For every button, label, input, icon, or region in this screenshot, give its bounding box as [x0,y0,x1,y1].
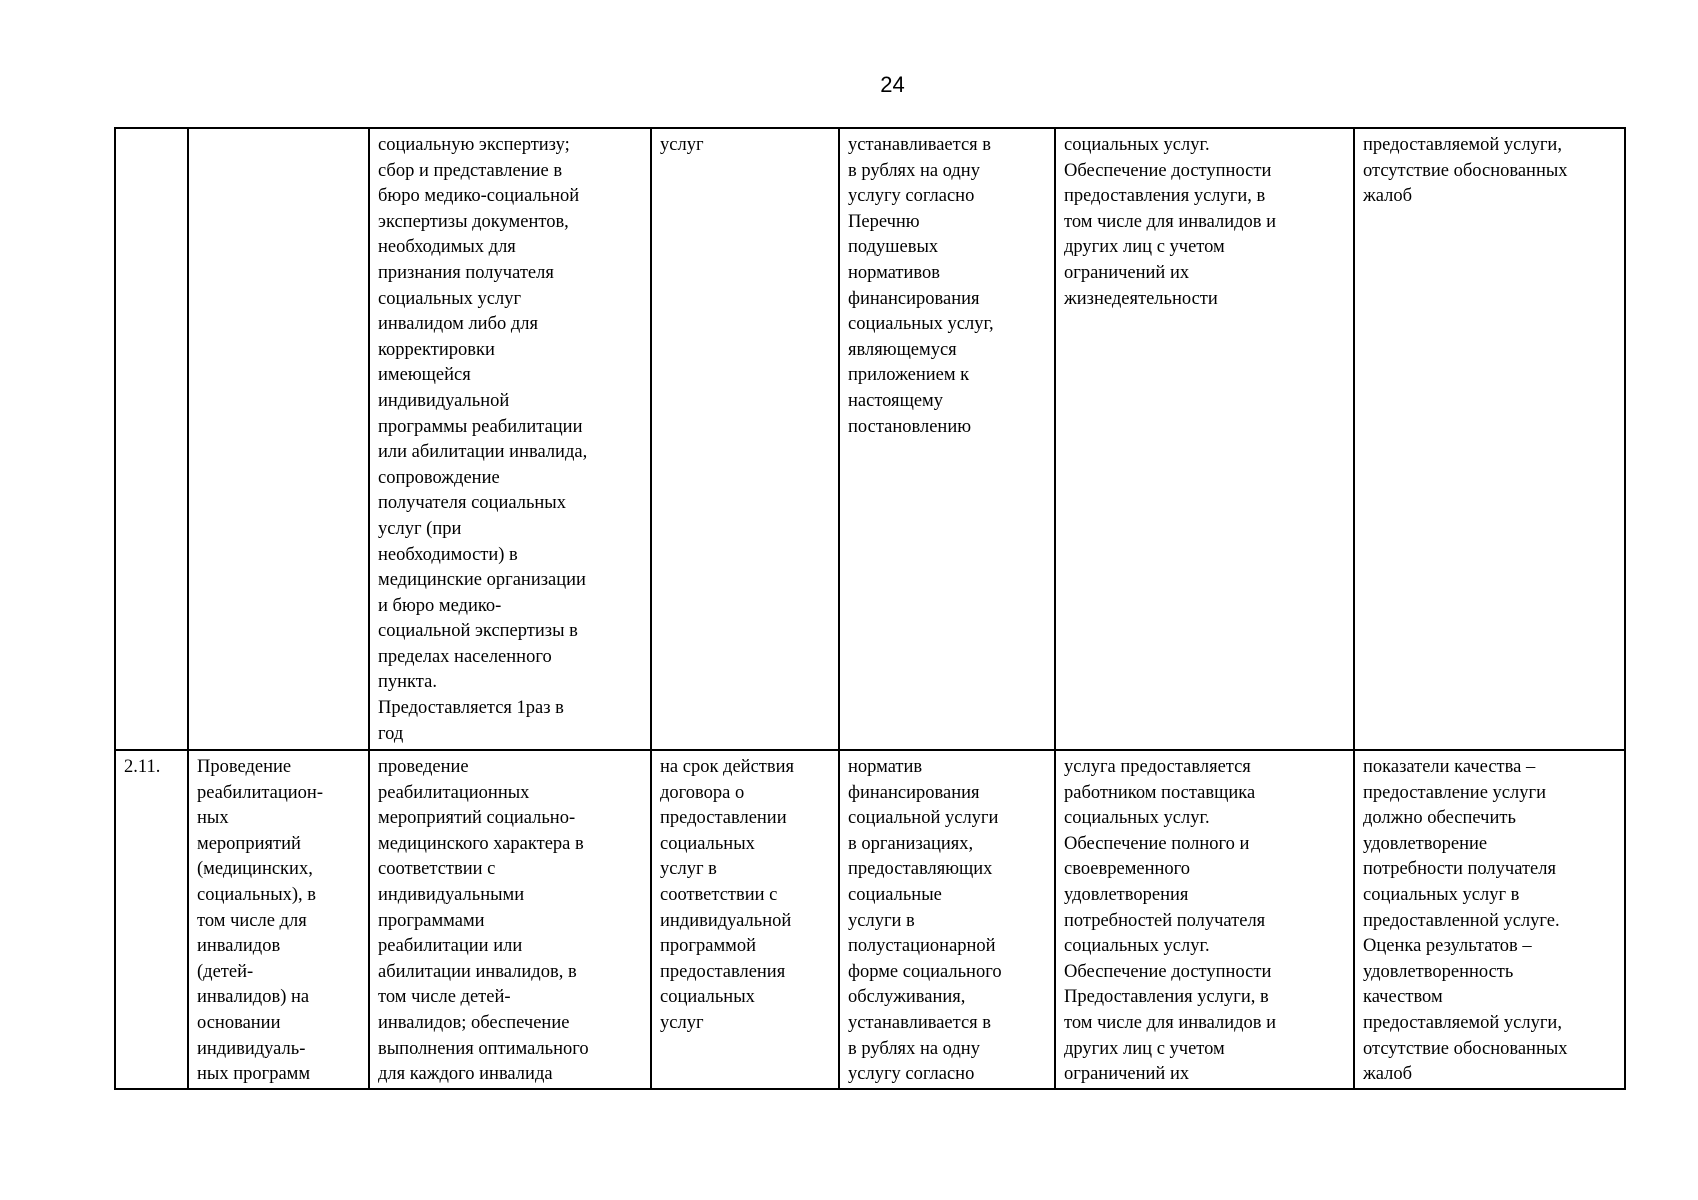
quality-indicators-cell [1354,750,1625,1089]
financing-normative-cell [839,750,1055,1089]
quality-indicators-cell [1354,128,1625,750]
service-term-cell [651,128,839,750]
service-name-cell [188,128,369,750]
row-number-cell [115,750,188,1089]
services-table [114,127,1626,1090]
financing-normative: норматив финансирования социальной услуги в организациях, предоставляющих социальные услуги в полустационарной форме социального обслуживания, устанавливается в в рублях на одну услугу согласно [848,757,1002,1085]
service-name: Проведение реабилитацион- ных мероприятий (медицинских, социальных), в том числе для инвалидов (детей- инвалидов) на основании индивидуаль- ных программ [197,757,323,1085]
service-name-cell [188,750,369,1089]
page-number: 24 [880,72,905,97]
financing-normative-cell [839,128,1055,750]
service-conditions: социальных услуг. Обеспечение доступности предоставления услуги, в том числе для инвалидов и других лиц с учетом ограничений их жизнедеятельности [1064,135,1277,309]
row-number-cell [115,128,188,750]
service-description: проведение реабилитационных мероприятий социально- медицинского характера в соответствии с индивидуальными программами реабилитации или абилитации инвалидов, в том числе детей- инвалидов; обеспечение выполнения оптимального для каждого инвалида [378,757,589,1085]
service-conditions-cell [1055,128,1354,750]
row-number: 2.11. [124,757,161,777]
service-term-cell [651,750,839,1089]
service-conditions-cell [1055,750,1354,1089]
service-description: социальную экспертизу; сбор и представление в бюро медико-социальной экспертизы документов, необходимых для признания получателя социальных услуг инвалидом либо для корректировки имеющейся индивидуальной программы реабилитации или абилитации инвалида, сопровождение получателя социальных услуг (при необходимости) в медицинские организации и бюро медико- социальной экспертизы в пределах населенного пункта. Предоставляется 1раз в год [378,135,588,744]
service-conditions: услуга предоставляется работником поставщика социальных услуг. Обеспечение полного и своевременного удовлетворения потребностей получателя социальных услуг. Обеспечение доступности Предоставления услуги, в том числе для инвалидов и других лиц с учетом ограничений их [1064,757,1277,1085]
service-term: на срок действия договора о предоставлении социальных услуг в соответствии с индивидуальной программой предоставления социальных услуг [660,757,795,1033]
table-row [115,128,1625,750]
quality-indicators: предоставляемой услуги, отсутствие обоснованных жалоб [1363,135,1568,207]
quality-indicators: показатели качества – предоставление услуги должно обеспечить удовлетворение потребности получателя социальных услуг в предоставленной услуге. Оценка результатов – удовлетворенность качеством предоставляемой услуги, отсутствие обоснованных жалоб [1363,757,1568,1085]
service-description-cell [369,750,651,1089]
service-term: услуг [660,135,704,155]
financing-normative: устанавливается в в рублях на одну услугу согласно Перечню подушевых нормативов финансирования социальных услуг, являющемуся приложением к настоящему постановлению [848,135,994,437]
service-description-cell [369,128,651,750]
table-row [115,750,1625,1089]
